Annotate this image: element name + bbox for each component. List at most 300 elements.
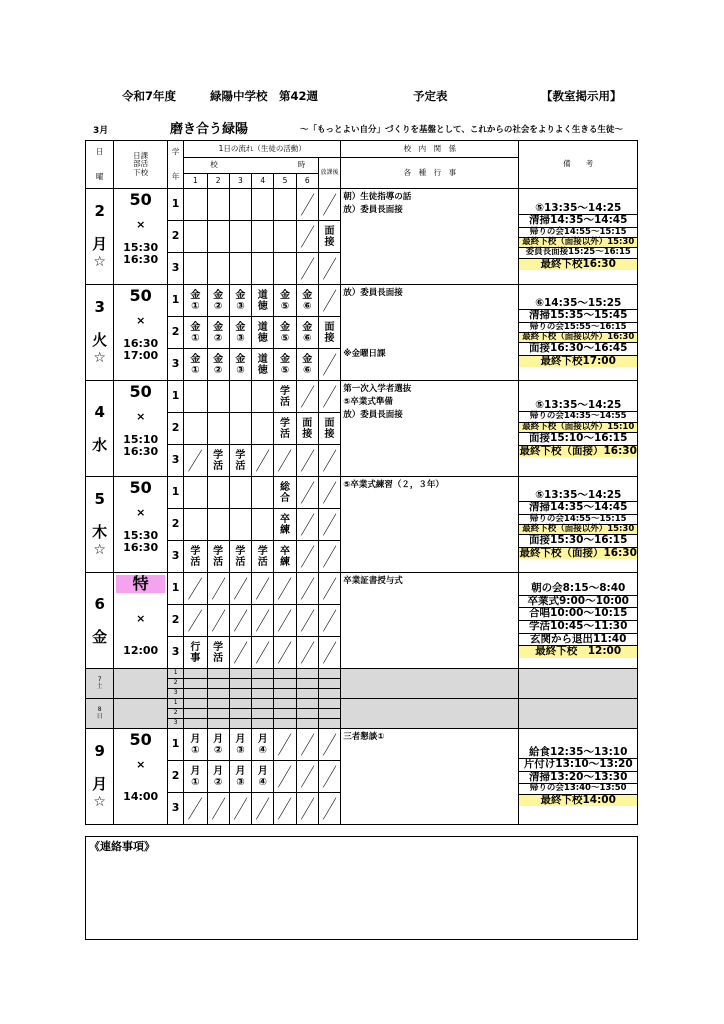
weekend-slot bbox=[184, 699, 207, 709]
schedule-table bbox=[85, 140, 638, 825]
period-cell bbox=[252, 253, 274, 285]
period-slash bbox=[296, 729, 318, 761]
period-cell: 学 活 bbox=[274, 413, 296, 445]
weekend-slot bbox=[274, 719, 296, 729]
period-slash bbox=[318, 637, 340, 669]
motto: 磨き合う緑陽 bbox=[170, 122, 249, 137]
period-slash bbox=[229, 573, 251, 605]
remarks-cell bbox=[519, 189, 638, 285]
period-cell: 金 ⑤ bbox=[274, 349, 296, 381]
remarks-cell bbox=[519, 729, 638, 825]
period-slash bbox=[318, 445, 340, 477]
club-cell bbox=[114, 189, 168, 285]
notes-section: 《連絡事項》 bbox=[85, 836, 638, 940]
period-slash bbox=[296, 221, 318, 253]
day-cell bbox=[86, 477, 114, 573]
period-cell: 学 活 bbox=[252, 541, 274, 573]
grade-cell: 2 bbox=[168, 509, 184, 541]
event-item bbox=[343, 336, 516, 348]
remark-item: 帰りの会13:40～13:50 bbox=[519, 784, 637, 794]
remarks-cell bbox=[519, 477, 638, 573]
period-slash bbox=[296, 637, 318, 669]
events-cell bbox=[341, 477, 519, 573]
period-slash bbox=[229, 637, 251, 669]
period-cell: 月 ③ bbox=[229, 729, 251, 761]
club-x: × bbox=[136, 313, 146, 327]
period-cell: 月 ② bbox=[207, 761, 229, 793]
grade-cell: 3 bbox=[168, 445, 184, 477]
period-cell: 金 ① bbox=[184, 349, 207, 381]
period-slash bbox=[274, 761, 296, 793]
event-item bbox=[343, 300, 516, 312]
period-slash bbox=[207, 793, 229, 825]
head-day-label: 日 bbox=[95, 147, 104, 156]
club-x: × bbox=[136, 611, 146, 625]
club-cell bbox=[114, 285, 168, 381]
head-remarks: 備 考 bbox=[519, 141, 638, 189]
weekday: 金 bbox=[92, 627, 108, 646]
head-grade-top: 学 bbox=[171, 147, 180, 156]
head-ji: 時 bbox=[297, 160, 306, 170]
weekend-day bbox=[86, 669, 114, 699]
remark-item: 清掃14:35～14:45 bbox=[519, 215, 637, 228]
weekend-slot bbox=[184, 709, 207, 719]
event-item: 朝）生徒指導の話 bbox=[343, 192, 412, 202]
weekend-slot bbox=[229, 689, 251, 699]
period-cell: 金 ⑥ bbox=[296, 317, 318, 349]
remark-item: 朝の会8:15～8:40 bbox=[519, 583, 637, 596]
grade-cell: 2 bbox=[168, 413, 184, 445]
period-cell bbox=[229, 221, 251, 253]
event-item: ⑤卒業式準備 bbox=[343, 397, 393, 408]
weekend-slot bbox=[296, 669, 318, 679]
remark-item: 面接15:30～16:15 bbox=[519, 535, 637, 548]
weekend-slot bbox=[207, 679, 229, 689]
period-slash bbox=[274, 637, 296, 669]
period-cell bbox=[274, 189, 296, 221]
event-item: 卒業証書授与式 bbox=[343, 576, 403, 586]
period-slash bbox=[296, 605, 318, 637]
period-cell bbox=[207, 509, 229, 541]
period-cell: 月 ① bbox=[184, 761, 207, 793]
period-cell: 卒 練 bbox=[274, 509, 296, 541]
weekend-slot bbox=[318, 679, 340, 689]
weekend-slot bbox=[296, 709, 318, 719]
club-time-1: 15:30 bbox=[123, 528, 159, 542]
period-cell bbox=[207, 189, 229, 221]
period-cell: 面 接 bbox=[296, 413, 318, 445]
weekend-slot bbox=[207, 709, 229, 719]
club-code: 50 bbox=[129, 730, 152, 749]
star-mark: ☆ bbox=[93, 541, 106, 558]
period-cell: 学 活 bbox=[207, 637, 229, 669]
head-grade bbox=[168, 141, 184, 189]
star-mark: ☆ bbox=[93, 253, 106, 270]
remarks-cell bbox=[519, 285, 638, 381]
period-cell bbox=[229, 189, 251, 221]
period-cell bbox=[207, 253, 229, 285]
head-period-1: 1 bbox=[184, 174, 207, 189]
period-cell bbox=[252, 381, 274, 413]
period-cell bbox=[229, 381, 251, 413]
period-cell: 金 ③ bbox=[229, 349, 251, 381]
weekend-club bbox=[114, 699, 168, 729]
period-slash bbox=[252, 605, 274, 637]
period-cell: 月 ③ bbox=[229, 761, 251, 793]
remark-item: 帰りの会14:55～15:15 bbox=[519, 228, 637, 238]
period-cell: 道 徳 bbox=[252, 349, 274, 381]
day-cell bbox=[86, 285, 114, 381]
period-slash bbox=[252, 637, 274, 669]
head-kouji bbox=[184, 158, 319, 174]
period-cell: 学 活 bbox=[184, 541, 207, 573]
head-grade-bottom: 年 bbox=[171, 171, 180, 181]
weekend-slot bbox=[274, 709, 296, 719]
period-cell: 道 徳 bbox=[252, 317, 274, 349]
weekday: 水 bbox=[92, 435, 108, 454]
weekend-slot bbox=[207, 719, 229, 729]
remark-item: 最終下校（面接）16:30 bbox=[519, 444, 637, 457]
weekend-remarks bbox=[519, 669, 638, 699]
remarks-cell bbox=[519, 573, 638, 669]
club-time-1: 16:30 bbox=[123, 336, 159, 350]
period-slash bbox=[207, 573, 229, 605]
period-slash bbox=[296, 541, 318, 573]
period-cell bbox=[184, 253, 207, 285]
club-cell bbox=[114, 573, 168, 669]
period-slash bbox=[296, 253, 318, 285]
grade-cell: 2 bbox=[168, 761, 184, 793]
remark-item: 最終下校（面接以外）15:30 bbox=[519, 238, 637, 248]
remark-item: ⑤13:35～14:25 bbox=[519, 490, 637, 503]
event-item: 放）委員長面接 bbox=[343, 205, 403, 216]
period-cell bbox=[184, 221, 207, 253]
club-code: 50 bbox=[129, 478, 152, 497]
events-cell bbox=[341, 285, 519, 381]
period-cell: 学 活 bbox=[207, 445, 229, 477]
remark-item: 面接16:30～16:45 bbox=[519, 343, 637, 356]
period-cell bbox=[252, 413, 274, 445]
period-slash bbox=[296, 381, 318, 413]
period-slash bbox=[318, 605, 340, 637]
weekend-slot bbox=[229, 669, 251, 679]
weekend-slot bbox=[252, 719, 274, 729]
club-x: × bbox=[136, 217, 146, 231]
period-cell bbox=[252, 477, 274, 509]
period-cell bbox=[274, 221, 296, 253]
club-time-1: 15:10 bbox=[123, 432, 159, 446]
period-cell bbox=[207, 221, 229, 253]
star-mark: ☆ bbox=[93, 793, 106, 810]
weekend-slot bbox=[207, 669, 229, 679]
period-slash bbox=[296, 189, 318, 221]
weekend-slot bbox=[252, 709, 274, 719]
period-slash bbox=[318, 793, 340, 825]
club-time-2: 16:30 bbox=[123, 253, 159, 267]
grade-cell: 2 bbox=[168, 709, 184, 719]
remark-item: 卒業式9:00～10:00 bbox=[519, 596, 637, 609]
period-cell: 面 接 bbox=[318, 221, 340, 253]
weekend-slot bbox=[184, 679, 207, 689]
weekend-slot bbox=[207, 689, 229, 699]
remark-item: 清掃15:35～15:45 bbox=[519, 310, 637, 323]
weekend-slot bbox=[184, 719, 207, 729]
period-cell: 金 ③ bbox=[229, 285, 251, 317]
period-cell: 面 接 bbox=[318, 413, 340, 445]
period-cell: 金 ⑤ bbox=[274, 317, 296, 349]
grade-cell: 3 bbox=[168, 253, 184, 285]
club-code: 50 bbox=[129, 286, 152, 305]
period-cell bbox=[207, 413, 229, 445]
period-cell bbox=[252, 189, 274, 221]
period-cell: 月 ② bbox=[207, 729, 229, 761]
event-item: 放）委員長面接 bbox=[343, 288, 403, 298]
event-item: 三者懇談① bbox=[343, 732, 385, 742]
weekend-slot bbox=[252, 669, 274, 679]
period-cell: 行 事 bbox=[184, 637, 207, 669]
events-cell bbox=[341, 381, 519, 477]
month-label: 3月 bbox=[93, 126, 109, 136]
period-slash bbox=[318, 477, 340, 509]
head-flow: 1日の流れ（生徒の活動） bbox=[184, 141, 341, 158]
period-slash bbox=[296, 573, 318, 605]
school-week: 緑陽中学校 第42週 bbox=[210, 89, 319, 103]
period-cell: 学 活 bbox=[229, 445, 251, 477]
remark-item: 最終下校（面接以外）15:10 bbox=[519, 423, 637, 433]
day-cell bbox=[86, 729, 114, 825]
period-slash bbox=[274, 729, 296, 761]
weekend-club bbox=[114, 669, 168, 699]
period-slash bbox=[296, 793, 318, 825]
weekend-slot bbox=[318, 669, 340, 679]
remark-item: 合唱10:00～10:15 bbox=[519, 608, 637, 621]
period-cell: 総 合 bbox=[274, 477, 296, 509]
period-slash bbox=[184, 605, 207, 637]
club-time-1: 15:30 bbox=[123, 240, 159, 254]
weekend-slot bbox=[184, 689, 207, 699]
event-item: ⑤卒業式練習（２，３年） bbox=[343, 480, 444, 490]
period-slash bbox=[229, 793, 251, 825]
remark-item: 最終下校17:00 bbox=[519, 356, 637, 368]
period-cell: 金 ⑥ bbox=[296, 349, 318, 381]
period-cell: 金 ③ bbox=[229, 317, 251, 349]
grade-cell: 1 bbox=[168, 573, 184, 605]
club-cell bbox=[114, 381, 168, 477]
weekend-slot bbox=[252, 689, 274, 699]
period-slash bbox=[318, 285, 340, 317]
event-item: 放）委員長面接 bbox=[343, 410, 403, 421]
weekday: 月 bbox=[92, 235, 108, 254]
period-cell bbox=[274, 253, 296, 285]
weekend-slot bbox=[229, 679, 251, 689]
head-school-rel: 校 内 関 係 bbox=[341, 141, 519, 158]
club-code: 50 bbox=[129, 382, 152, 401]
grade-cell: 2 bbox=[168, 605, 184, 637]
weekend-wd: 日 bbox=[96, 712, 103, 720]
weekend-date: 7 bbox=[97, 675, 102, 683]
weekend-wd: 土 bbox=[96, 682, 103, 690]
remark-item: 玄関から退出11:40 bbox=[519, 634, 637, 647]
remark-item: 清掃13:20～13:30 bbox=[519, 772, 637, 785]
event-item bbox=[343, 312, 516, 324]
period-cell bbox=[207, 381, 229, 413]
period-cell: 金 ② bbox=[207, 285, 229, 317]
weekday: 木 bbox=[92, 523, 108, 542]
head-period-4: 4 bbox=[252, 174, 274, 189]
period-slash bbox=[274, 445, 296, 477]
period-cell: 月 ④ bbox=[252, 729, 274, 761]
club-x: × bbox=[136, 409, 146, 423]
period-slash bbox=[296, 509, 318, 541]
period-slash bbox=[184, 793, 207, 825]
weekend-events bbox=[341, 669, 519, 699]
remark-item: 最終下校（面接以外）15:30 bbox=[519, 525, 637, 535]
weekend-remarks bbox=[519, 699, 638, 729]
weekend-slot bbox=[296, 679, 318, 689]
usage-label: 【教室掲示用】 bbox=[541, 89, 622, 103]
weekend-slot bbox=[184, 669, 207, 679]
period-cell: 面 接 bbox=[318, 317, 340, 349]
grade-cell: 1 bbox=[168, 669, 184, 679]
weekend-slot bbox=[229, 719, 251, 729]
period-slash bbox=[318, 381, 340, 413]
head-period-6: 6 bbox=[296, 174, 318, 189]
period-slash bbox=[229, 605, 251, 637]
remark-item: 清掃14:35～14:45 bbox=[519, 502, 637, 515]
grade-cell: 1 bbox=[168, 381, 184, 413]
period-cell: 学 活 bbox=[229, 541, 251, 573]
period-slash bbox=[296, 477, 318, 509]
period-slash bbox=[296, 761, 318, 793]
head-period-3: 3 bbox=[229, 174, 251, 189]
period-slash bbox=[318, 541, 340, 573]
weekend-slot bbox=[274, 679, 296, 689]
day-number: 5 bbox=[94, 490, 105, 509]
period-slash bbox=[274, 793, 296, 825]
weekend-slot bbox=[318, 719, 340, 729]
weekday: 火 bbox=[92, 331, 108, 350]
weekday: 月 bbox=[92, 775, 108, 794]
club-time-2: 16:30 bbox=[123, 541, 159, 555]
period-slash bbox=[184, 573, 207, 605]
period-slash bbox=[318, 349, 340, 381]
weekend-slot bbox=[296, 689, 318, 699]
period-cell: 月 ④ bbox=[252, 761, 274, 793]
period-cell: 金 ① bbox=[184, 317, 207, 349]
grade-cell: 3 bbox=[168, 637, 184, 669]
head-after: 放課後 bbox=[318, 158, 340, 189]
period-cell bbox=[184, 381, 207, 413]
club-time-2: 14:00 bbox=[123, 790, 159, 804]
remark-item: 最終下校（面接）16:30 bbox=[519, 546, 637, 559]
events-cell bbox=[341, 189, 519, 285]
weekend-events bbox=[341, 699, 519, 729]
period-slash bbox=[318, 509, 340, 541]
day-number: 4 bbox=[94, 402, 105, 421]
head-kou: 校 bbox=[210, 160, 218, 170]
remark-item: 片付け13:10～13:20 bbox=[519, 759, 637, 772]
event-item bbox=[343, 324, 516, 336]
period-slash bbox=[184, 445, 207, 477]
remarks-cell bbox=[519, 381, 638, 477]
events-cell bbox=[341, 729, 519, 825]
grade-cell: 1 bbox=[168, 477, 184, 509]
remark-item: 最終下校 12:00 bbox=[519, 646, 637, 658]
remark-item: ⑥14:35～15:25 bbox=[519, 298, 637, 311]
grade-cell: 2 bbox=[168, 317, 184, 349]
remark-item: 帰りの会14:35～14:55 bbox=[519, 412, 637, 422]
day-number: 3 bbox=[94, 298, 105, 317]
grade-cell: 3 bbox=[168, 349, 184, 381]
weekend-day bbox=[86, 699, 114, 729]
star-mark: ☆ bbox=[93, 349, 106, 366]
theme: ～「もっとよい自分」づくりを基盤として、これからの社会をよりよく生きる生徒～ bbox=[300, 125, 623, 135]
day-cell bbox=[86, 573, 114, 669]
weekend-slot bbox=[318, 689, 340, 699]
period-slash bbox=[318, 253, 340, 285]
club-time-2: 17:00 bbox=[123, 349, 159, 363]
period-cell bbox=[229, 253, 251, 285]
weekend-slot bbox=[296, 719, 318, 729]
head-club: 日課 部活 下校 bbox=[114, 141, 168, 189]
period-slash bbox=[318, 729, 340, 761]
period-cell: 卒 練 bbox=[274, 541, 296, 573]
grade-cell: 1 bbox=[168, 285, 184, 317]
remark-item: 最終下校（面接以外）16:30 bbox=[519, 333, 637, 343]
day-number: 2 bbox=[94, 202, 105, 221]
period-cell: 金 ② bbox=[207, 317, 229, 349]
head-weekday-label: 曜 bbox=[95, 171, 104, 181]
club-x: × bbox=[136, 757, 146, 771]
day-number: 9 bbox=[94, 742, 105, 761]
weekend-slot bbox=[274, 669, 296, 679]
period-cell bbox=[207, 477, 229, 509]
remark-item: 最終下校14:00 bbox=[519, 795, 637, 807]
period-cell: 金 ⑤ bbox=[274, 285, 296, 317]
period-slash bbox=[274, 573, 296, 605]
period-slash bbox=[318, 573, 340, 605]
head-day bbox=[86, 141, 114, 189]
period-cell: 学 活 bbox=[274, 381, 296, 413]
day-cell bbox=[86, 189, 114, 285]
period-cell bbox=[184, 477, 207, 509]
fiscal-year: 令和7年度 bbox=[122, 89, 177, 103]
events-cell bbox=[341, 573, 519, 669]
remark-item: 委員長面接15:25～16:15 bbox=[519, 248, 637, 258]
period-cell: 金 ① bbox=[184, 285, 207, 317]
remark-item: 帰りの会15:55～16:15 bbox=[519, 323, 637, 333]
grade-cell: 1 bbox=[168, 729, 184, 761]
period-cell: 学 活 bbox=[207, 541, 229, 573]
period-slash bbox=[318, 761, 340, 793]
weekend-slot bbox=[229, 699, 251, 709]
club-time-2: 16:30 bbox=[123, 445, 159, 459]
weekend-slot bbox=[229, 709, 251, 719]
weekend-slot bbox=[252, 699, 274, 709]
head-period-2: 2 bbox=[207, 174, 229, 189]
doc-title: 予定表 bbox=[413, 89, 448, 103]
remark-item: 給食12:35～13:10 bbox=[519, 747, 637, 760]
period-cell: 金 ② bbox=[207, 349, 229, 381]
period-cell: 月 ① bbox=[184, 729, 207, 761]
grade-cell: 3 bbox=[168, 689, 184, 699]
period-cell bbox=[229, 509, 251, 541]
club-cell bbox=[114, 729, 168, 825]
event-item: ※金曜日課 bbox=[343, 349, 386, 360]
grade-cell: 3 bbox=[168, 541, 184, 573]
period-cell: 道 徳 bbox=[252, 285, 274, 317]
remark-item: ⑤13:35～14:25 bbox=[519, 400, 637, 413]
